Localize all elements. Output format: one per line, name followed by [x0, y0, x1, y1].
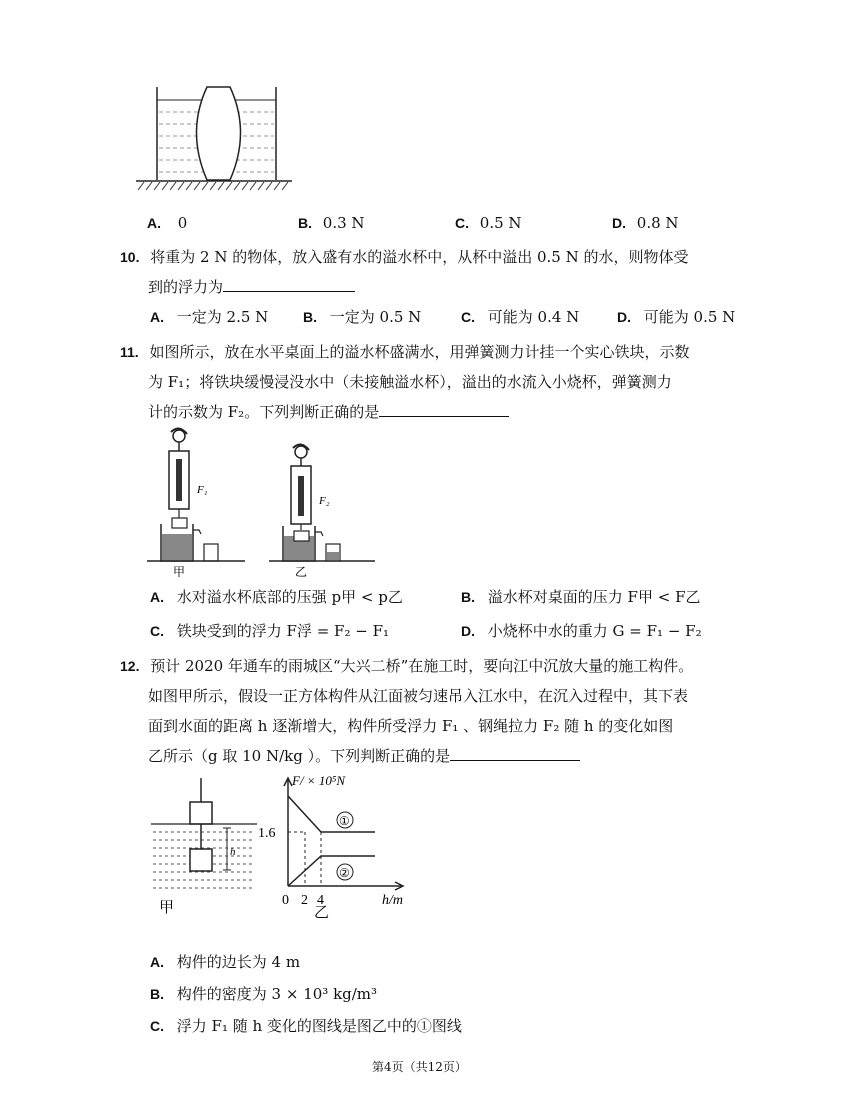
q12-stem: [120, 651, 693, 682]
x-tick-2: 2: [301, 893, 308, 908]
q10-option-c[interactable]: [461, 306, 579, 327]
option-text: 溢水杯对桌面的压力 F甲 < F乙: [487, 588, 701, 606]
q9-option-b[interactable]: [298, 214, 365, 232]
option-letter: B.: [298, 215, 312, 231]
x-axis-label: h/m: [382, 893, 403, 908]
q9-option-d[interactable]: [612, 214, 679, 232]
option-text: 一定为 0.5 N: [329, 308, 422, 326]
q11-stem-2: [148, 367, 672, 398]
figure-label-jia: 甲: [159, 900, 175, 916]
q12-option-b[interactable]: [150, 983, 377, 1004]
question-line: 如图甲所示，假设一正方体构件从江面被匀速吊入江水中，在沉入过程中，其下表: [148, 687, 689, 705]
option-letter: C.: [150, 1018, 164, 1034]
question-number: 10.: [120, 249, 140, 265]
q11-stem: [120, 337, 690, 368]
option-letter: B.: [303, 309, 317, 325]
y-axis-label: F/ × 10⁵N: [292, 773, 346, 788]
answer-blank[interactable]: [379, 416, 509, 417]
x-tick-0: 0: [282, 893, 289, 908]
option-text: 0.5 N: [479, 214, 522, 232]
q10-option-d[interactable]: [617, 306, 735, 327]
option-text: 水对溢水杯底部的压强 p甲 < p乙: [176, 588, 403, 606]
q10-stem-2: [148, 272, 355, 303]
option-text: 浮力 F₁ 随 h 变化的图线是图乙中的①图线: [176, 1017, 462, 1035]
q11-option-b[interactable]: [461, 586, 700, 607]
question-line: 到的浮力为: [148, 278, 224, 296]
q9-option-a[interactable]: [147, 214, 187, 232]
option-letter: C.: [150, 623, 164, 639]
option-letter: D.: [461, 623, 475, 639]
page-footer: 第4页（共12页）: [372, 1060, 467, 1074]
force-label-f2: F₂: [319, 495, 330, 507]
q11-figure: [145, 426, 380, 578]
question-line: 预计 2020 年通车的雨城区“大兴二桥”在施工时，要向江中沉放大量的施工构件。: [150, 657, 694, 675]
option-text: 铁块受到的浮力 F浮 = F₂ − F₁: [176, 622, 390, 640]
q10-option-a[interactable]: [150, 306, 268, 327]
question-line: 乙所示（g 取 10 N/kg ）。下列判断正确的是: [148, 747, 451, 765]
figure-label-yi: 乙: [314, 905, 330, 918]
q12-stem-4: [148, 741, 580, 772]
option-text: 构件的边长为 4 m: [176, 953, 301, 971]
option-text: 0: [177, 214, 188, 232]
option-text: 小烧杯中水的重力 G = F₁ − F₂: [487, 622, 702, 640]
question-line: 为 F₁；将铁块缓慢浸没水中（未接触溢水杯），溢出的水流入小烧杯，弹簧测力: [148, 373, 672, 391]
option-letter: B.: [150, 986, 164, 1002]
answer-blank[interactable]: [223, 291, 355, 292]
option-letter: B.: [461, 589, 475, 605]
question-number: 12.: [120, 658, 140, 674]
q12-option-c[interactable]: [150, 1015, 462, 1036]
curve-label-1: ①: [339, 814, 350, 828]
option-letter: D.: [612, 215, 626, 231]
question-line: 面到水面的距离 h 逐渐增大，构件所受浮力 F₁ 、钢绳拉力 F₂ 随 h 的变化如图: [148, 717, 674, 735]
question-number: 11.: [120, 344, 139, 360]
figure-label-jia: 甲: [173, 565, 186, 578]
q12-stem-3: [148, 711, 673, 742]
option-letter: A.: [150, 954, 164, 970]
y-tick-label: 1.6: [258, 826, 276, 841]
depth-label-h: h: [230, 846, 236, 858]
q11-option-d[interactable]: [461, 620, 702, 641]
option-text: 构件的密度为 3 × 10³ kg/m³: [176, 985, 378, 1003]
option-text: 可能为 0.5 N: [643, 308, 736, 326]
q10-option-b[interactable]: [303, 306, 421, 327]
x-tick-4: 4: [317, 893, 324, 908]
question-line: 将重为 2 N 的物体，放入盛有水的溢水杯中，从杯中溢出 0.5 N 的水，则物体受: [150, 248, 689, 266]
question-line: 计的示数为 F₂。下列判断正确的是: [148, 403, 380, 421]
force-label-f1: F₁: [197, 484, 208, 496]
q11-stem-3: [148, 397, 509, 428]
answer-blank[interactable]: [450, 760, 580, 761]
option-letter: A.: [150, 589, 164, 605]
q12-option-a[interactable]: [150, 951, 300, 972]
q11-option-a[interactable]: [150, 586, 403, 607]
option-letter: D.: [617, 309, 631, 325]
option-text: 0.3 N: [322, 214, 365, 232]
question-line: 如图所示，放在水平桌面上的溢水杯盛满水，用弹簧测力计挂一个实心铁块，示数: [149, 343, 690, 361]
option-text: 一定为 2.5 N: [176, 308, 269, 326]
q9-figure: [130, 82, 295, 194]
q10-stem: [120, 242, 689, 273]
option-letter: C.: [461, 309, 475, 325]
option-letter: A.: [150, 309, 164, 325]
figure-label-yi: 乙: [295, 565, 308, 578]
option-letter: A.: [147, 215, 161, 231]
curve-label-2: ②: [339, 866, 350, 880]
option-text: 0.8 N: [636, 214, 679, 232]
option-letter: C.: [455, 215, 469, 231]
q11-option-c[interactable]: [150, 620, 389, 641]
option-text: 可能为 0.4 N: [487, 308, 580, 326]
q12-figure: [145, 772, 415, 918]
q12-stem-2: [148, 681, 688, 712]
q9-option-c[interactable]: [455, 214, 522, 232]
